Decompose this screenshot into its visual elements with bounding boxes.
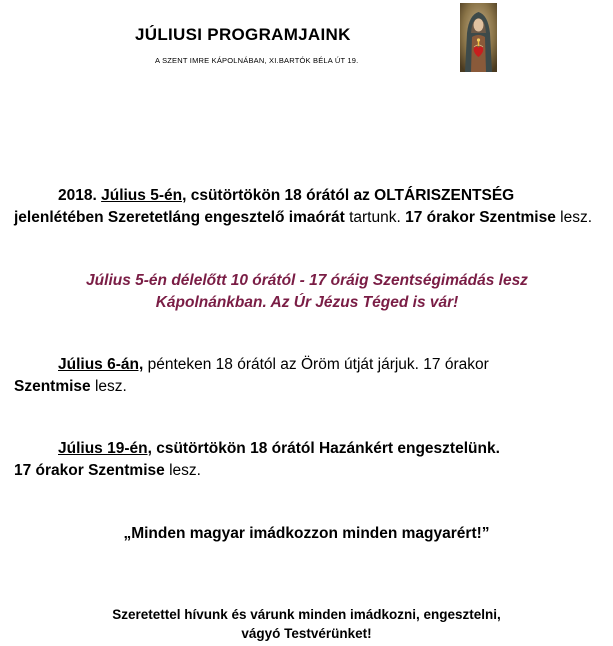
adoration-line-2: Kápolnánkban. Az Úr Jézus Téged is vár! (155, 294, 459, 311)
program-july-5-lesz: lesz. (555, 209, 593, 226)
motto-quote: „Minden magyar imádkozzon minden magyarért!” (123, 525, 490, 542)
page-subtitle: A SZENT IMRE KÁPOLNÁBAN, XI.BARTÓK BÉLA ÚT 19. (155, 56, 359, 65)
program-july-5-mass: 17 órakor Szentmise (405, 209, 556, 226)
date-july-19: Július 19-én, (58, 440, 152, 457)
program-july-6-mass: Szentmise (14, 378, 91, 395)
page-title: JÚLIUSI PROGRAMJAINK (135, 25, 351, 44)
closing-line-1: Szeretettel hívunk és várunk minden imádkozni, engesztelni, (112, 607, 501, 622)
program-july-19-lesz: lesz. (164, 462, 201, 479)
date-july-5: Július 5-én, (101, 187, 187, 204)
program-july-6-lesz: lesz. (90, 378, 127, 395)
program-july-5-prayer: jelenlétében Szeretetláng engesztelő imaórát (14, 209, 345, 226)
program-paragraph-july-6 (14, 354, 604, 398)
oltariszentseg-text: OLTÁRISZENTSÉG (374, 187, 515, 204)
program-paragraph-july-19 (14, 438, 604, 482)
program-july-6-text: pénteken 18 órától az Öröm útját járjuk. 17 órakor (143, 356, 489, 373)
date-july-6: Július 6-án, (58, 356, 144, 373)
closing-line-2: vágyó Testvérünket! (241, 626, 372, 641)
adoration-line-1: Július 5-én délelőtt 10 órától - 17 óráig Szentségimádás lesz (86, 272, 528, 289)
program-july-5-tartunk: tartunk. (344, 209, 406, 226)
adoration-announcement (14, 270, 600, 314)
program-july-19-text: csütörtökön 18 órától Hazánkért engesztelünk. (151, 440, 500, 457)
program-july-19-mass: 17 órakor Szentmise (14, 462, 165, 479)
program-paragraph-july-5 (14, 185, 604, 229)
closing-invitation (0, 605, 613, 643)
program-july-5-time: csütörtökön 18 órától az (186, 187, 375, 204)
sacred-heart-of-mary-icon (460, 3, 497, 72)
year-text: 2018. (58, 187, 102, 204)
